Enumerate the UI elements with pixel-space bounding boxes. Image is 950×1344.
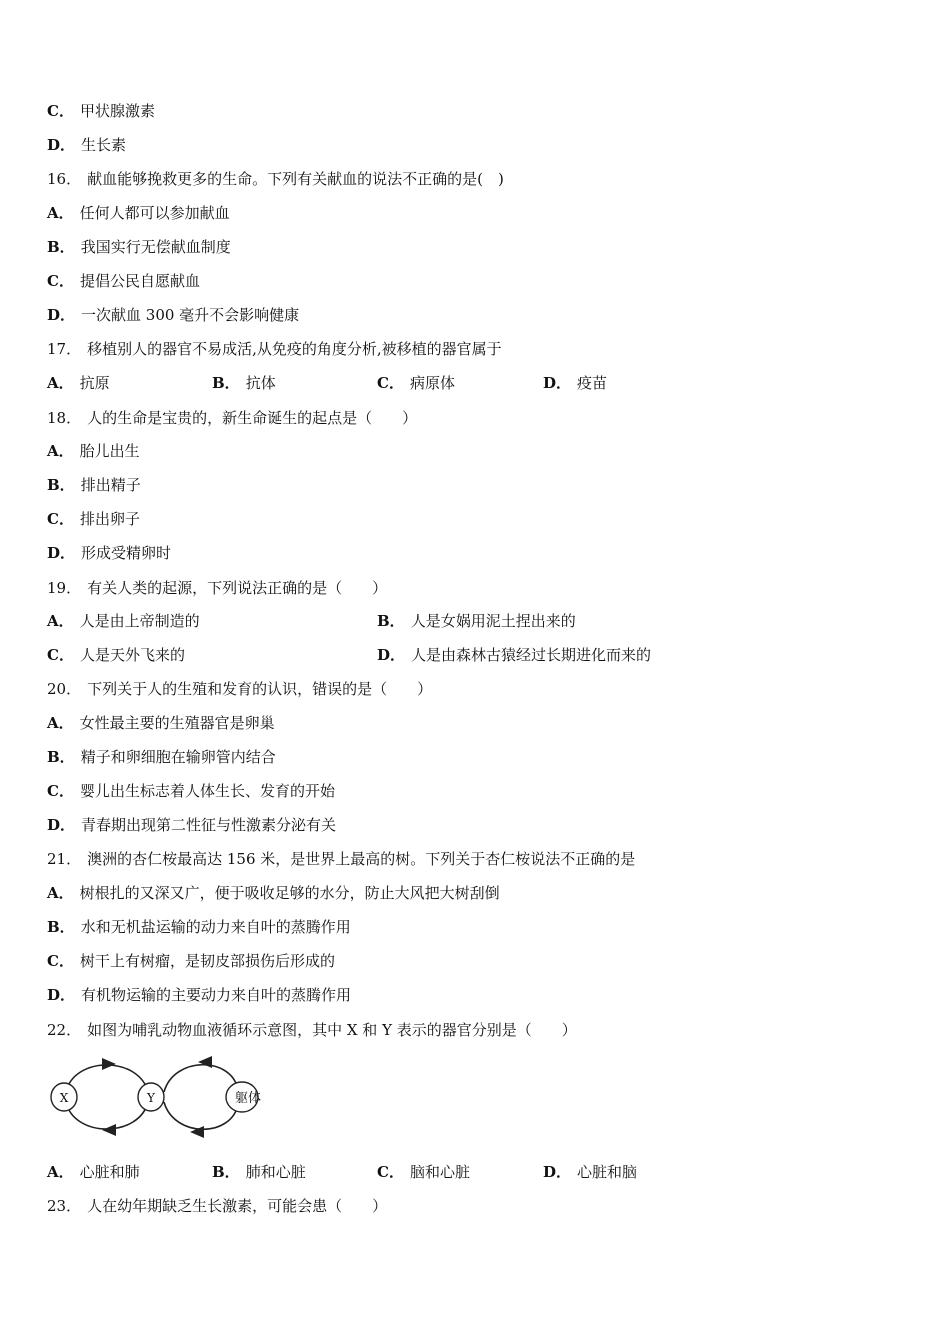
option-c: C． 病原体	[377, 374, 455, 392]
option-d: D． 心脏和脑	[543, 1163, 638, 1181]
question-19-stem: 19． 有关人类的起源，下列说法正确的是（ ）	[47, 579, 388, 597]
arrow-head	[102, 1058, 116, 1070]
option-a: A． 人是由上帝制造的	[47, 612, 200, 630]
option-a: A． 抗原	[47, 374, 110, 392]
arrow-head	[102, 1124, 116, 1136]
option-b: B． 我国实行无偿献血制度	[47, 238, 231, 256]
option-a: A． 胎儿出生	[47, 442, 140, 460]
option-c: C． 树干上有树瘤，是韧皮部损伤后形成的	[47, 952, 335, 970]
node-x-label: X	[59, 1091, 69, 1105]
node-body-label: 躯体	[234, 1091, 262, 1106]
question-17-stem: 17． 移植别人的器官不易成活,从免疫的角度分析,被移植的器官属于	[47, 340, 502, 358]
question-18-stem: 18． 人的生命是宝贵的，新生命诞生的起点是（ ）	[47, 409, 418, 427]
option-b: B． 抗体	[212, 374, 276, 392]
arrow-head	[198, 1056, 212, 1068]
left-loop-top-arc	[66, 1065, 148, 1092]
option-a: A． 任何人都可以参加献血	[47, 204, 230, 222]
option-b: B． 水和无机盐运输的动力来自叶的蒸腾作用	[47, 918, 351, 936]
option-d: D． 生长素	[47, 136, 127, 154]
option-c: C． 提倡公民自愿献血	[47, 272, 200, 290]
option-b: B． 排出精子	[47, 476, 141, 494]
right-loop-bottom-arc	[164, 1102, 238, 1129]
option-d: D． 青春期出现第二性征与性激素分泌有关	[47, 816, 337, 834]
option-b: B． 肺和心脏	[212, 1163, 306, 1181]
option-d: D． 形成受精卵时	[47, 544, 172, 562]
option-c: C． 甲状腺激素	[47, 102, 155, 120]
option-a: A． 女性最主要的生殖器官是卵巢	[47, 714, 275, 732]
circulation-diagram	[44, 1050, 274, 1145]
question-23-stem: 23． 人在幼年期缺乏生长激素，可能会患（ ）	[47, 1197, 388, 1215]
option-b: B． 精子和卵细胞在输卵管内结合	[47, 748, 276, 766]
question-22-stem: 22． 如图为哺乳动物血液循环示意图，其中 X 和 Y 表示的器官分别是（ ）	[47, 1021, 577, 1039]
right-loop-top-arc	[164, 1065, 238, 1092]
option-c: C． 人是天外飞来的	[47, 646, 185, 664]
node-y-label: Y	[147, 1091, 155, 1105]
option-d: D． 疫苗	[543, 374, 608, 392]
option-d: D． 有机物运输的主要动力来自叶的蒸腾作用	[47, 986, 352, 1004]
option-c: C． 排出卵子	[47, 510, 140, 528]
question-21-stem: 21． 澳洲的杏仁桉最高达 156 米，是世界上最高的树。下列关于杏仁桉说法不正确的是	[47, 850, 636, 868]
option-b: B． 人是女娲用泥土捏出来的	[377, 612, 576, 630]
option-c: C． 脑和心脏	[377, 1163, 470, 1181]
option-d: D． 人是由森林古猿经过长期进化而来的	[377, 646, 652, 664]
question-20-stem: 20． 下列关于人的生殖和发育的认识，错误的是（ ）	[47, 680, 433, 698]
left-loop-bottom-arc	[66, 1102, 148, 1129]
option-d: D． 一次献血 300 毫升不会影响健康	[47, 306, 300, 324]
question-16-stem: 16． 献血能够挽救更多的生命。下列有关献血的说法不正确的是( )	[47, 170, 504, 188]
option-a: A． 树根扎的又深又广，便于吸收足够的水分，防止大风把大树刮倒	[47, 884, 500, 902]
option-c: C． 婴儿出生标志着人体生长、发育的开始	[47, 782, 335, 800]
option-a: A． 心脏和肺	[47, 1163, 140, 1181]
